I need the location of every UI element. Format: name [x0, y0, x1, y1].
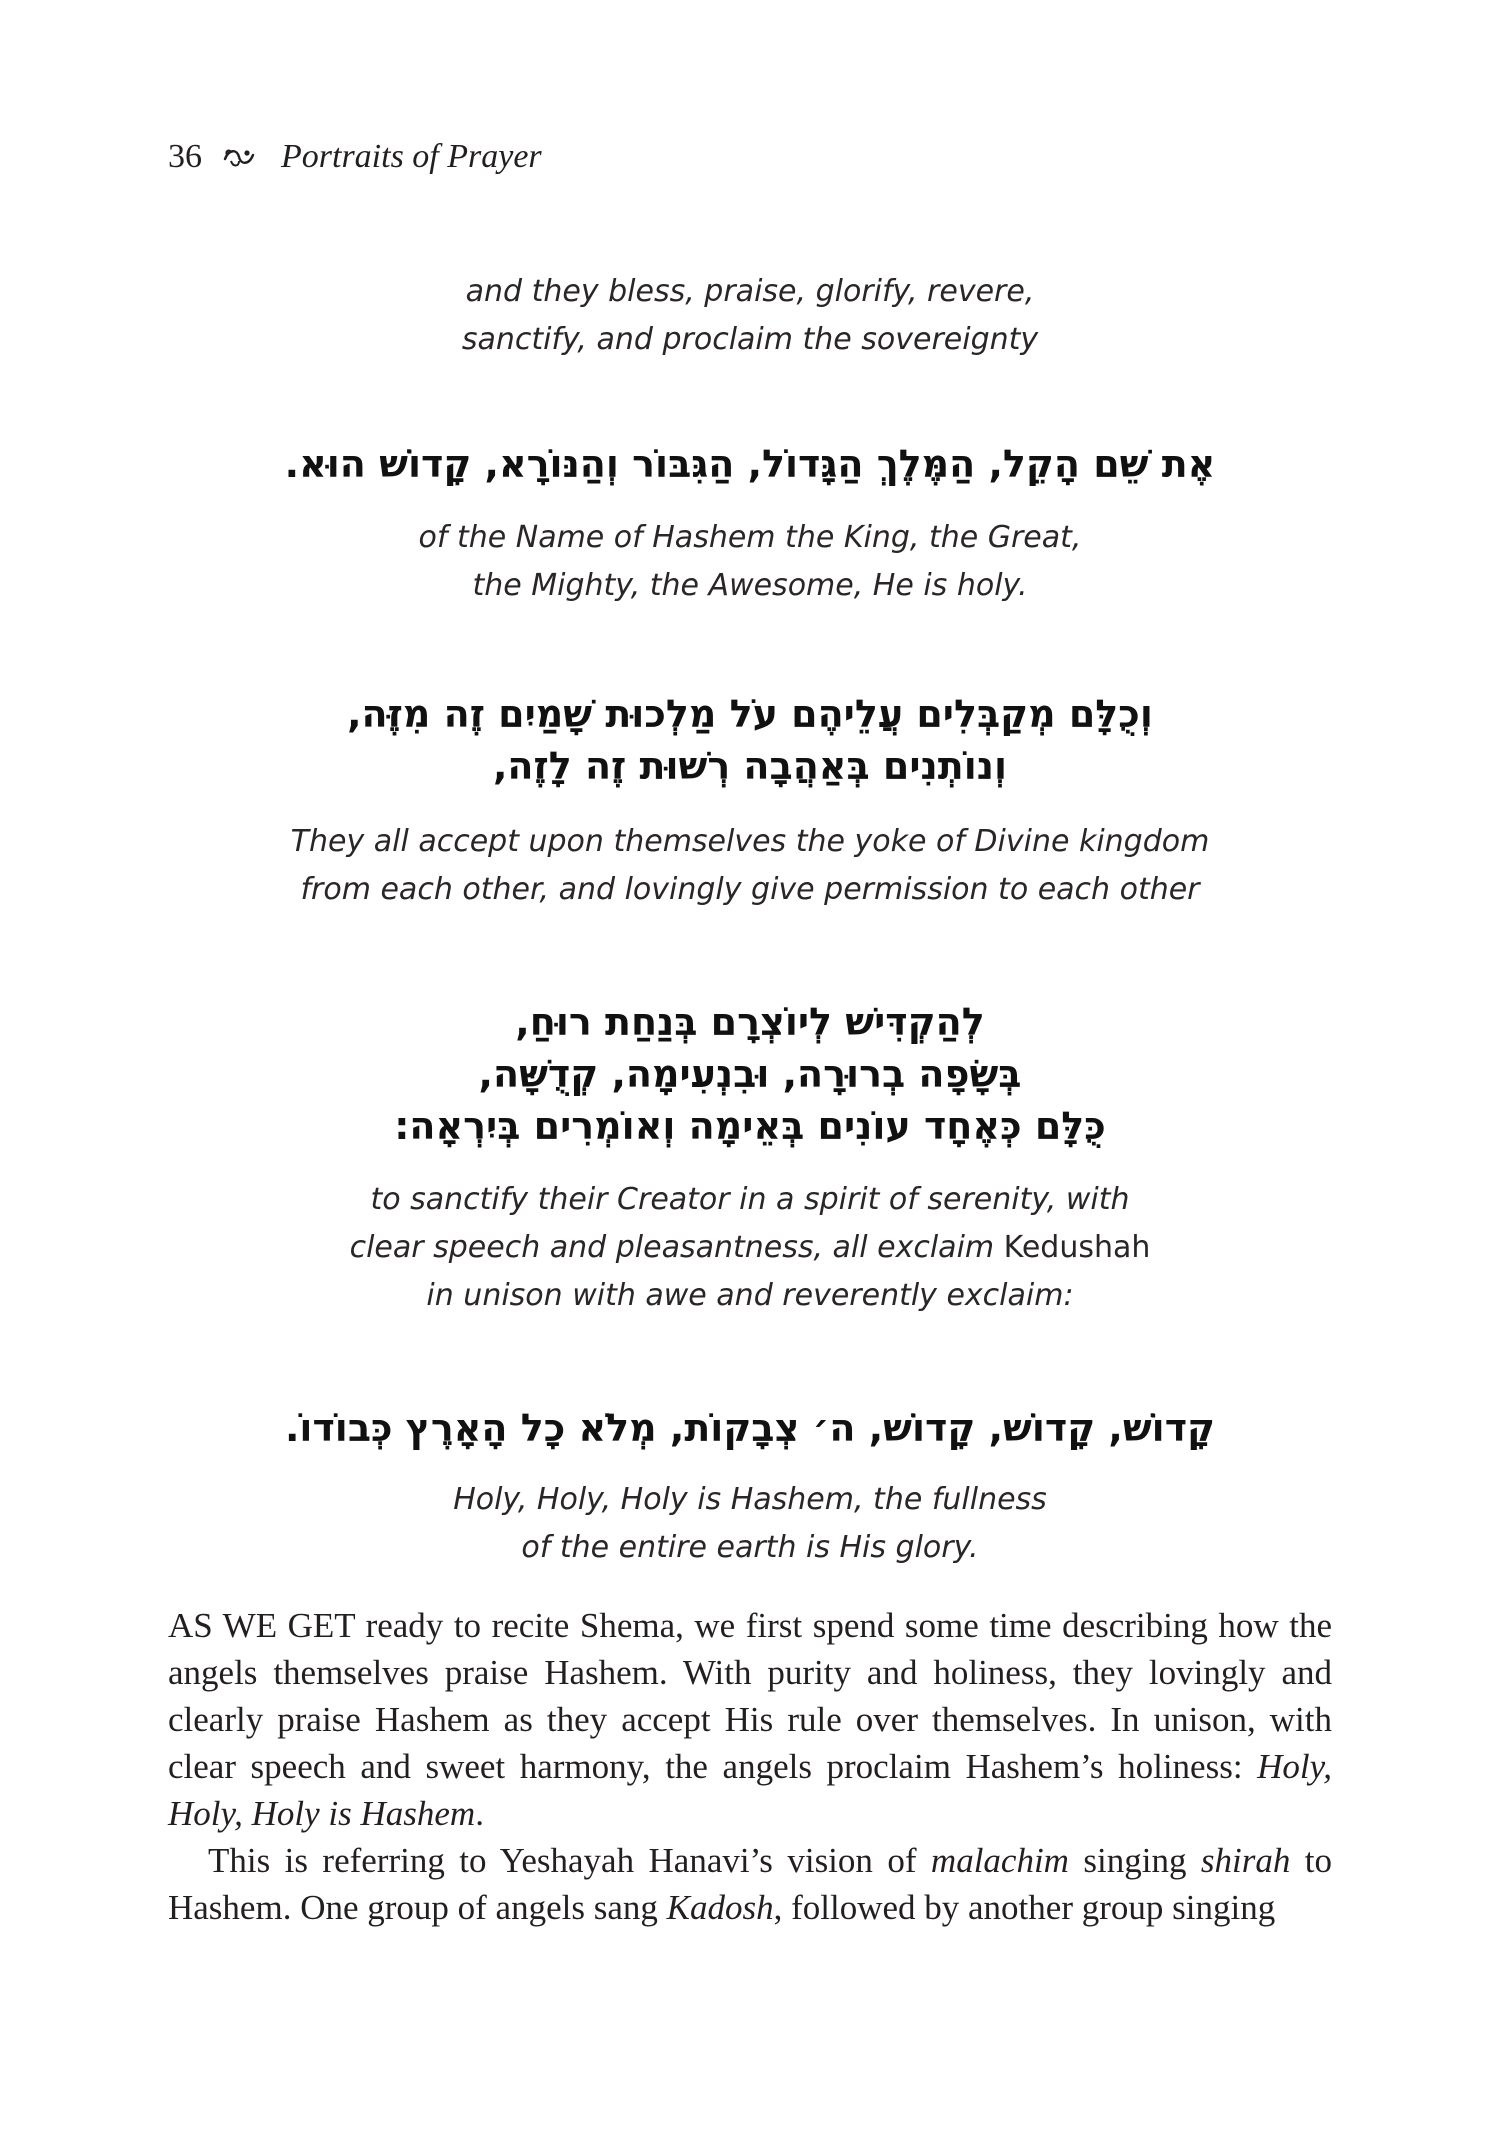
running-header	[168, 132, 542, 182]
prayer-section-5-translation	[100, 1476, 1400, 1572]
hebrew-line: וְכֻלָּם מְקַבְּלִים עֲלֵיהֶם עֹל מַלְכוּת שָׁמַיִם זֶה מִזֶּה,	[347, 692, 1153, 736]
hebrew-line: לְהַקְדִּישׁ לְיוֹצְרָם בְּנַחַת רוּחַ,	[515, 1000, 985, 1044]
prayer-section-2-translation	[100, 514, 1400, 610]
book-title: Portraits of Prayer	[281, 138, 542, 175]
commentary-paragraph-1	[168, 1602, 1332, 1837]
italic-phrase: Holy, Holy, Holy is Hashem	[168, 1747, 1332, 1833]
prayer-section-5	[100, 1402, 1400, 1454]
translation-line	[100, 1224, 1400, 1272]
translation-line: from each other, and lovingly give permission to each other	[300, 872, 1200, 907]
prayer-section-4	[100, 996, 1400, 1152]
translation-line: of the entire earth is His glory.	[521, 1530, 979, 1565]
page-number: 36	[168, 138, 202, 175]
translation-line: They all accept upon themselves the yoke of Divine kingdom	[290, 824, 1210, 859]
paragraph-text: singing	[1083, 1841, 1187, 1880]
translation	[100, 818, 1400, 914]
commentary-paragraph-2	[168, 1837, 1332, 1931]
paragraph-text: to Hashem. One group of angels sang	[168, 1841, 1333, 1927]
hebrew-line: בְּשָׂפָה בְרוּרָה, וּבִנְעִימָה, קְדֻשָּׁה,	[478, 1052, 1022, 1096]
hebrew-text	[100, 996, 1400, 1152]
italic-term: shirah	[1200, 1841, 1291, 1880]
prayer-section-4-translation	[100, 1176, 1400, 1320]
translation-line: Holy, Holy, Holy is Hashem, the fullness	[453, 1482, 1047, 1517]
translation	[100, 514, 1400, 610]
translation-line-text: clear speech and pleasantness, all exclaim	[349, 1230, 995, 1265]
hebrew-text	[100, 1402, 1400, 1454]
fleuron-icon	[223, 147, 255, 169]
prayer-section-3-translation	[100, 818, 1400, 914]
hebrew-line: כֻּלָּם כְּאֶחָד עוֹנִים בְּאֵימָה וְאוֹמְרִים בְּיִרְאָה:	[394, 1104, 1106, 1148]
translation-line: to sanctify their Creator in a spirit of serenity, with	[370, 1182, 1130, 1217]
hebrew-line: אֶת שֵׁם הָקֵל, הַמֶּלֶךְ הַגָּדוֹל, הַגִּבּוֹר וְהַנּוֹרָא, קָדוֹשׁ הוּא.	[284, 442, 1216, 486]
paragraph-text: , followed by another group singing	[773, 1888, 1276, 1927]
commentary	[168, 1602, 1332, 1931]
hebrew-text	[100, 688, 1400, 792]
translation-line: the Mighty, the Awesome, He is holy.	[472, 568, 1028, 603]
paragraph-text: This is referring to Yeshayah Hanavi’s vision of	[208, 1841, 917, 1880]
translation-line: in unison with awe and reverently exclaim:	[426, 1278, 1074, 1313]
prayer-section-1	[100, 268, 1400, 364]
translation-line: sanctify, and proclaim the sovereignty	[461, 322, 1039, 357]
paragraph-text: AS WE GET ready to recite Shema, we first spend some time describing how the angels themselves praise Hashem. With purity and holiness, they lovingly and clearly praise Hashem as they accept His rule over themselves. In unison, with clear speech and sweet harmony, the angels proclaim Hashem’s holiness:	[168, 1606, 1332, 1786]
translation-line: of the Name of Hashem the King, the Great,	[418, 520, 1082, 555]
paragraph-end: .	[475, 1794, 484, 1833]
italic-term: Kadosh	[666, 1888, 774, 1927]
kedushah-term: Kedushah	[1003, 1230, 1151, 1265]
hebrew-line: וְנוֹתְנִים בְּאַהֲבָה רְשׁוּת זֶה לָזֶה,	[492, 744, 1008, 788]
translation	[100, 1476, 1400, 1572]
italic-term: malachim	[930, 1841, 1069, 1880]
hebrew-line: קָדוֹשׁ, קָדוֹשׁ, קָדוֹשׁ, ה׳ צְבָקוֹת, מְלֹא כָל הָאָרֶץ כְּבוֹדוֹ.	[284, 1406, 1216, 1450]
translation-line: and they bless, praise, glorify, revere,	[465, 274, 1035, 309]
translation	[100, 1176, 1400, 1320]
prayer-section-2	[100, 438, 1400, 490]
prayer-section-3	[100, 688, 1400, 792]
translation	[100, 268, 1400, 364]
hebrew-text	[100, 438, 1400, 490]
